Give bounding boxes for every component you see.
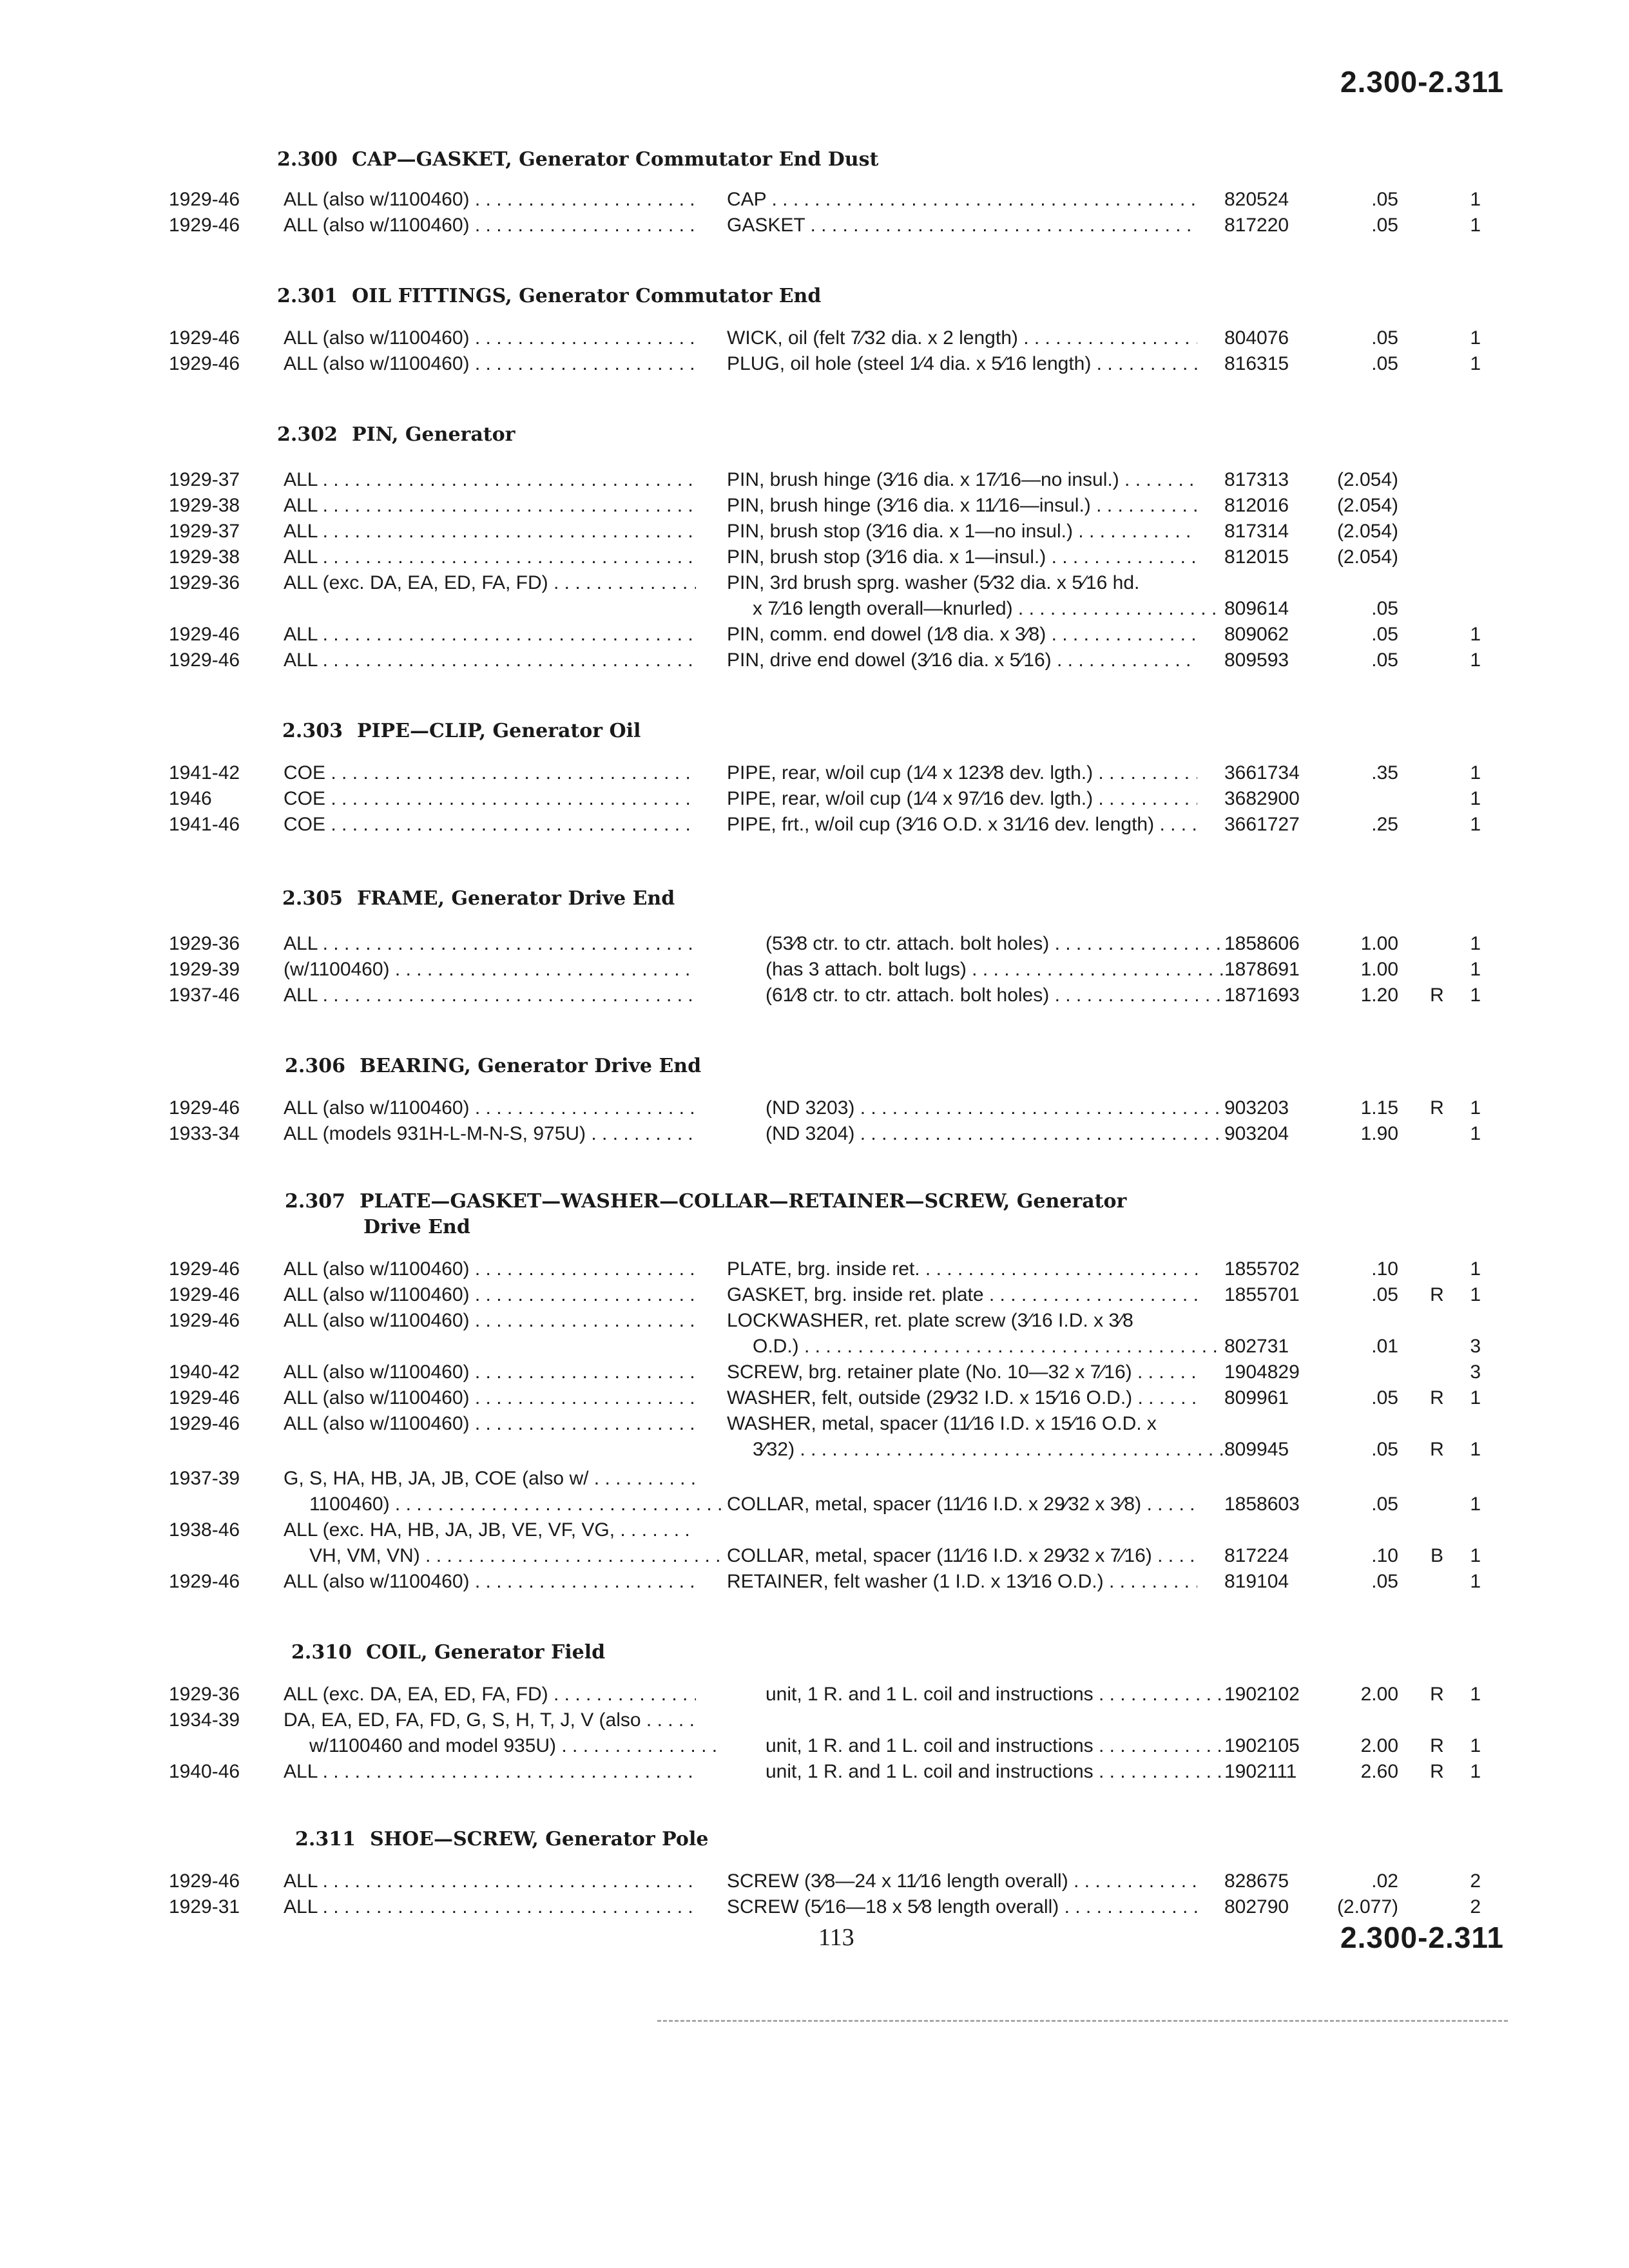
description-cell: unit, 1 R. and 1 L. coil and instructions . . . <box>727 1759 1236 1785</box>
part-number-cell: 828675 <box>1224 1870 1289 1892</box>
models-cell: ALL (also w/1100460) . . . <box>284 1360 696 1385</box>
price-cell: (2.077) <box>1336 1896 1398 1917</box>
models-cell: ALL . . . <box>284 622 696 648</box>
price-cell: 2.00 <box>1360 1735 1398 1756</box>
price-cell: .02 <box>1371 1870 1398 1892</box>
section-name: PLATE—GASKET—WASHER—COLLAR—RETAINER—SCREW, Generator <box>359 1190 1127 1213</box>
years-cell: 1929-46 <box>169 649 240 671</box>
section-name: SHOE—SCREW, Generator Pole <box>369 1828 709 1850</box>
years-cell: 1929-46 <box>169 1258 240 1280</box>
models-cell: ALL (also w/1100460) . . . <box>284 1095 696 1121</box>
description-cell: PIN, comm. end dowel (1⁄8 dia. x 3⁄8) . . . <box>727 622 1197 648</box>
years-cell: 1929-46 <box>169 353 240 374</box>
price-cell: 1.20 <box>1360 985 1398 1006</box>
section-number: 2.302 <box>277 423 338 446</box>
quantity-cell: 2 <box>1470 1870 1481 1892</box>
section-number: 2.307 <box>285 1190 345 1213</box>
description-cell: GASKET, brg. inside ret. plate . . . <box>727 1282 1197 1308</box>
section-number: 2.310 <box>291 1641 352 1664</box>
section-title <box>282 886 675 912</box>
price-cell: .10 <box>1371 1258 1398 1280</box>
section-name: PIPE—CLIP, Generator Oil <box>356 720 641 742</box>
models-cell: ALL (also w/1100460) . . . <box>284 1308 696 1334</box>
quantity-cell: 1 <box>1470 959 1481 980</box>
models-cell: ALL (also w/1100460) . . . <box>284 1282 696 1308</box>
code-cell: R <box>1430 985 1444 1006</box>
quantity-cell: 1 <box>1470 985 1481 1006</box>
part-number-cell: 1902111 <box>1224 1761 1297 1782</box>
quantity-cell: 1 <box>1470 788 1481 809</box>
description-cell: PLUG, oil hole (steel 1⁄4 dia. x 5⁄16 length) . . . <box>727 351 1197 377</box>
description-cell: PIN, brush hinge (3⁄16 dia. x 17⁄16—no insul.) . . . <box>727 467 1197 493</box>
section-title <box>285 1053 701 1079</box>
description-cell-continued: 3⁄32) . . . <box>727 1437 1223 1463</box>
models-cell: ALL (also w/1100460) . . . <box>284 187 696 213</box>
price-cell: .05 <box>1371 624 1398 645</box>
quantity-cell: 1 <box>1470 1258 1481 1280</box>
description-cell: (ND 3203) . . . <box>727 1095 1236 1121</box>
part-number-cell: 1855701 <box>1224 1284 1300 1305</box>
years-cell: 1937-46 <box>169 985 240 1006</box>
section-name: OIL FITTINGS, Generator Commutator End <box>351 285 822 307</box>
quantity-cell: 1 <box>1470 1684 1481 1705</box>
years-cell: 1938-46 <box>169 1519 240 1541</box>
part-number-cell: 1858606 <box>1224 933 1300 954</box>
models-cell: (w/1100460) . . . <box>284 957 696 983</box>
quantity-cell: 1 <box>1470 215 1481 236</box>
description-cell-continued: COLLAR, metal, spacer (11⁄16 I.D. x 29⁄32 x 3⁄8) . . . <box>727 1492 1197 1517</box>
models-cell-continued: w/1100460 and model 935U) . . . <box>284 1733 722 1759</box>
years-cell: 1929-46 <box>169 189 240 210</box>
models-cell: G, S, HA, HB, JA, JB, COE (also w/ . . . <box>284 1466 696 1492</box>
quantity-cell: 1 <box>1470 649 1481 671</box>
description-cell: (has 3 attach. bolt lugs) . . . <box>727 957 1236 983</box>
part-number-cell: 812016 <box>1224 495 1289 516</box>
part-number-cell: 817313 <box>1224 469 1289 490</box>
part-number-cell: 3682900 <box>1224 788 1300 809</box>
price-cell: .25 <box>1371 814 1398 835</box>
models-cell: COE . . . <box>284 760 696 786</box>
description-cell: PIPE, frt., w/oil cup (3⁄16 O.D. x 31⁄16 dev. length) . . . <box>727 812 1197 838</box>
section-number: 2.305 <box>282 887 343 910</box>
years-cell: 1941-42 <box>169 762 240 783</box>
quantity-cell: 1 <box>1470 1545 1481 1566</box>
part-number-cell: 809062 <box>1224 624 1289 645</box>
description-cell-continued: x 7⁄16 length overall—knurled) . . . <box>727 596 1223 622</box>
quantity-cell: 1 <box>1470 814 1481 835</box>
years-cell: 1929-37 <box>169 521 240 542</box>
description-cell: unit, 1 R. and 1 L. coil and instructions . . . <box>727 1682 1236 1707</box>
part-number-cell: 817314 <box>1224 521 1289 542</box>
part-number-cell: 3661734 <box>1224 762 1300 783</box>
description-cell: GASKET . . . <box>727 213 1197 238</box>
years-cell: 1929-46 <box>169 1097 240 1119</box>
years-cell: 1941-46 <box>169 814 240 835</box>
part-number-cell: 802790 <box>1224 1896 1289 1917</box>
section-name: PIN, Generator <box>351 423 516 446</box>
models-cell: ALL (also w/1100460) . . . <box>284 325 696 351</box>
price-cell: (2.054) <box>1336 469 1398 490</box>
part-number-cell: 1878691 <box>1224 959 1300 980</box>
models-cell: ALL . . . <box>284 467 696 493</box>
quantity-cell: 1 <box>1470 1387 1481 1408</box>
part-number-cell: 1858603 <box>1224 1494 1300 1515</box>
price-cell: .05 <box>1371 1439 1398 1460</box>
price-cell: .05 <box>1371 353 1398 374</box>
years-cell: 1929-36 <box>169 933 240 954</box>
price-cell: .10 <box>1371 1545 1398 1566</box>
years-cell: 1929-37 <box>169 469 240 490</box>
price-cell: .05 <box>1371 598 1398 619</box>
part-number-cell: 817224 <box>1224 1545 1289 1566</box>
description-cell: WASHER, felt, outside (29⁄32 I.D. x 15⁄16 O.D.) . . . <box>727 1385 1197 1411</box>
models-cell: ALL . . . <box>284 1869 696 1894</box>
models-cell: ALL (also w/1100460) . . . <box>284 213 696 238</box>
description-cell: (61⁄8 ctr. to ctr. attach. bolt holes) . . . <box>727 983 1236 1008</box>
years-cell: 1929-46 <box>169 1870 240 1892</box>
description-cell-continued: O.D.) . . . <box>727 1334 1223 1360</box>
models-cell: ALL . . . <box>284 931 696 957</box>
quantity-cell: 1 <box>1470 1439 1481 1460</box>
price-cell: .05 <box>1371 327 1398 349</box>
models-cell: DA, EA, ED, FA, FD, G, S, H, T, J, V (also . . . <box>284 1707 696 1733</box>
price-cell: .05 <box>1371 649 1398 671</box>
years-cell: 1937-39 <box>169 1468 240 1489</box>
years-cell: 1940-46 <box>169 1761 240 1782</box>
part-number-cell: 1855702 <box>1224 1258 1300 1280</box>
years-cell: 1940-42 <box>169 1361 240 1383</box>
part-number-cell: 816315 <box>1224 353 1289 374</box>
models-cell: ALL (models 931H-L-M-N-S, 975U) . . . <box>284 1121 696 1147</box>
section-title <box>291 1640 605 1666</box>
price-cell: .35 <box>1371 762 1398 783</box>
models-cell: ALL . . . <box>284 1759 696 1785</box>
part-number-cell: 1902105 <box>1224 1735 1300 1756</box>
part-number-cell: 1902102 <box>1224 1684 1300 1705</box>
models-cell: ALL (exc. DA, EA, ED, FA, FD) . . . <box>284 570 696 596</box>
models-cell-continued: VH, VM, VN) . . . <box>284 1543 722 1569</box>
code-cell: R <box>1430 1284 1444 1305</box>
models-cell: COE . . . <box>284 786 696 812</box>
code-cell: R <box>1430 1684 1444 1705</box>
models-cell: ALL (also w/1100460) . . . <box>284 1385 696 1411</box>
years-cell: 1929-36 <box>169 1684 240 1705</box>
models-cell: ALL . . . <box>284 983 696 1008</box>
description-cell: PLATE, brg. inside ret. . . . <box>727 1256 1197 1282</box>
section-name: BEARING, Generator Drive End <box>359 1055 702 1077</box>
years-cell: 1929-39 <box>169 959 240 980</box>
years-cell: 1929-46 <box>169 624 240 645</box>
description-cell: PIN, 3rd brush sprg. washer (5⁄32 dia. x 5⁄16 hd. <box>727 572 1140 593</box>
quantity-cell: 1 <box>1470 1761 1481 1782</box>
models-cell: COE . . . <box>284 812 696 838</box>
years-cell: 1929-31 <box>169 1896 240 1917</box>
section-title <box>295 1827 708 1852</box>
part-number-cell: 820524 <box>1224 189 1289 210</box>
description-cell: CAP . . . <box>727 187 1197 213</box>
price-cell: 1.90 <box>1360 1123 1398 1144</box>
models-cell: ALL . . . <box>284 648 696 673</box>
years-cell: 1946 <box>169 788 212 809</box>
models-cell: ALL (also w/1100460) . . . <box>284 1411 696 1437</box>
years-cell: 1929-46 <box>169 327 240 349</box>
price-cell: .01 <box>1371 1336 1398 1357</box>
years-cell: 1929-46 <box>169 1284 240 1305</box>
price-cell: 1.15 <box>1360 1097 1398 1119</box>
quantity-cell: 1 <box>1470 353 1481 374</box>
quantity-cell: 1 <box>1470 189 1481 210</box>
price-cell: .05 <box>1371 189 1398 210</box>
section-title <box>277 284 821 309</box>
section-title <box>285 1189 1126 1215</box>
quantity-cell: 1 <box>1470 1494 1481 1515</box>
price-cell: 1.00 <box>1360 933 1398 954</box>
years-cell: 1929-46 <box>169 215 240 236</box>
section-name: CAP—GASKET, Generator Commutator End Dust <box>351 148 879 171</box>
models-cell: ALL (also w/1100460) . . . <box>284 1256 696 1282</box>
section-title <box>277 422 515 448</box>
section-title <box>282 718 641 744</box>
part-number-cell: 809945 <box>1224 1439 1289 1460</box>
part-number-cell: 809614 <box>1224 598 1289 619</box>
models-cell-continued: 1100460) . . . <box>284 1492 722 1517</box>
code-cell: R <box>1430 1735 1444 1756</box>
section-number: 2.300 <box>277 148 338 171</box>
price-cell: 1.00 <box>1360 959 1398 980</box>
description-cell: SCREW (5⁄16—18 x 5⁄8 length overall) . . . <box>727 1894 1197 1920</box>
years-cell: 1933-34 <box>169 1123 240 1144</box>
price-cell: .05 <box>1371 1571 1398 1592</box>
code-cell: R <box>1430 1761 1444 1782</box>
code-cell: R <box>1430 1387 1444 1408</box>
price-cell: (2.054) <box>1336 546 1398 568</box>
models-cell: ALL . . . <box>284 1894 696 1920</box>
models-cell: ALL (also w/1100460) . . . <box>284 351 696 377</box>
price-cell: .05 <box>1371 1284 1398 1305</box>
price-cell: .05 <box>1371 215 1398 236</box>
years-cell: 1929-46 <box>169 1571 240 1592</box>
footer-section-range: 2.300-2.311 <box>1340 1921 1505 1954</box>
years-cell: 1929-46 <box>169 1310 240 1331</box>
part-number-cell: 3661727 <box>1224 814 1300 835</box>
quantity-cell: 3 <box>1470 1336 1481 1357</box>
years-cell: 1929-38 <box>169 546 240 568</box>
part-number-cell: 812015 <box>1224 546 1289 568</box>
code-cell: B <box>1430 1545 1443 1566</box>
years-cell: 1929-46 <box>169 1413 240 1434</box>
section-number: 2.311 <box>295 1828 356 1850</box>
part-number-cell: 809961 <box>1224 1387 1289 1408</box>
models-cell: ALL (also w/1100460) . . . <box>284 1569 696 1595</box>
quantity-cell: 1 <box>1470 1735 1481 1756</box>
description-cell: LOCKWASHER, ret. plate screw (3⁄16 I.D. x 3⁄8 <box>727 1310 1133 1331</box>
part-number-cell: 1871693 <box>1224 985 1300 1006</box>
description-cell: WASHER, metal, spacer (11⁄16 I.D. x 15⁄16 O.D. x <box>727 1413 1157 1434</box>
quantity-cell: 3 <box>1470 1361 1481 1383</box>
years-cell: 1929-38 <box>169 495 240 516</box>
scan-edge-rule <box>657 2020 1508 2022</box>
years-cell: 1934-39 <box>169 1709 240 1731</box>
section-name-continued: Drive End <box>363 1216 470 1238</box>
header-section-range: 2.300-2.311 <box>1340 65 1505 99</box>
description-cell: PIPE, rear, w/oil cup (1⁄4 x 97⁄16 dev. lgth.) . . . <box>727 786 1197 812</box>
part-number-cell: 817220 <box>1224 215 1289 236</box>
code-cell: R <box>1430 1439 1444 1460</box>
price-cell: 2.00 <box>1360 1684 1398 1705</box>
quantity-cell: 1 <box>1470 762 1481 783</box>
price-cell: (2.054) <box>1336 521 1398 542</box>
part-number-cell: 809593 <box>1224 649 1289 671</box>
page-number: 113 <box>818 1924 854 1951</box>
models-cell: ALL . . . <box>284 519 696 544</box>
description-cell-continued: unit, 1 R. and 1 L. coil and instructions . . . <box>727 1733 1236 1759</box>
description-cell: SCREW (3⁄8—24 x 11⁄16 length overall) . . . <box>727 1869 1197 1894</box>
description-cell-continued: COLLAR, metal, spacer (11⁄16 I.D. x 29⁄32 x 7⁄16) . . . <box>727 1543 1197 1569</box>
description-cell: RETAINER, felt washer (1 I.D. x 13⁄16 O.D.) . . . <box>727 1569 1197 1595</box>
section-title <box>277 147 878 173</box>
quantity-cell: 2 <box>1470 1896 1481 1917</box>
description-cell: PIN, brush stop (3⁄16 dia. x 1—insul.) . . . <box>727 544 1197 570</box>
quantity-cell: 1 <box>1470 624 1481 645</box>
quantity-cell: 1 <box>1470 1097 1481 1119</box>
description-cell: WICK, oil (felt 7⁄32 dia. x 2 length) . . . <box>727 325 1197 351</box>
quantity-cell: 1 <box>1470 327 1481 349</box>
quantity-cell: 1 <box>1470 1284 1481 1305</box>
description-cell: PIN, brush stop (3⁄16 dia. x 1—no insul.) . . . <box>727 519 1197 544</box>
part-number-cell: 804076 <box>1224 327 1289 349</box>
quantity-cell: 1 <box>1470 933 1481 954</box>
years-cell: 1929-36 <box>169 572 240 593</box>
description-cell: PIN, brush hinge (3⁄16 dia. x 11⁄16—insul.) . . . <box>727 493 1197 519</box>
section-name: COIL, Generator Field <box>365 1641 606 1664</box>
price-cell: .05 <box>1371 1387 1398 1408</box>
description-cell: PIN, drive end dowel (3⁄16 dia. x 5⁄16) . . . <box>727 648 1197 673</box>
price-cell: 2.60 <box>1360 1761 1398 1782</box>
code-cell: R <box>1430 1097 1444 1119</box>
quantity-cell: 1 <box>1470 1123 1481 1144</box>
part-number-cell: 1904829 <box>1224 1361 1300 1383</box>
description-cell: (53⁄8 ctr. to ctr. attach. bolt holes) . . . <box>727 931 1236 957</box>
section-number: 2.301 <box>277 285 338 307</box>
models-cell: ALL (exc. HA, HB, JA, JB, VE, VF, VG, . . . <box>284 1517 696 1543</box>
section-number: 2.303 <box>282 720 343 742</box>
description-cell: PIPE, rear, w/oil cup (1⁄4 x 123⁄8 dev. lgth.) . . . <box>727 760 1197 786</box>
price-cell: .05 <box>1371 1494 1398 1515</box>
years-cell: 1929-46 <box>169 1387 240 1408</box>
models-cell: ALL . . . <box>284 493 696 519</box>
part-number-cell: 903204 <box>1224 1123 1289 1144</box>
part-number-cell: 903203 <box>1224 1097 1289 1119</box>
part-number-cell: 802731 <box>1224 1336 1289 1357</box>
price-cell: (2.054) <box>1336 495 1398 516</box>
models-cell: ALL (exc. DA, EA, ED, FA, FD) . . . <box>284 1682 696 1707</box>
section-number: 2.306 <box>285 1055 345 1077</box>
section-name: FRAME, Generator Drive End <box>356 887 675 910</box>
part-number-cell: 819104 <box>1224 1571 1289 1592</box>
description-cell: (ND 3204) . . . <box>727 1121 1236 1147</box>
description-cell: SCREW, brg. retainer plate (No. 10—32 x 7⁄16) . . . <box>727 1360 1197 1385</box>
quantity-cell: 1 <box>1470 1571 1481 1592</box>
models-cell: ALL . . . <box>284 544 696 570</box>
